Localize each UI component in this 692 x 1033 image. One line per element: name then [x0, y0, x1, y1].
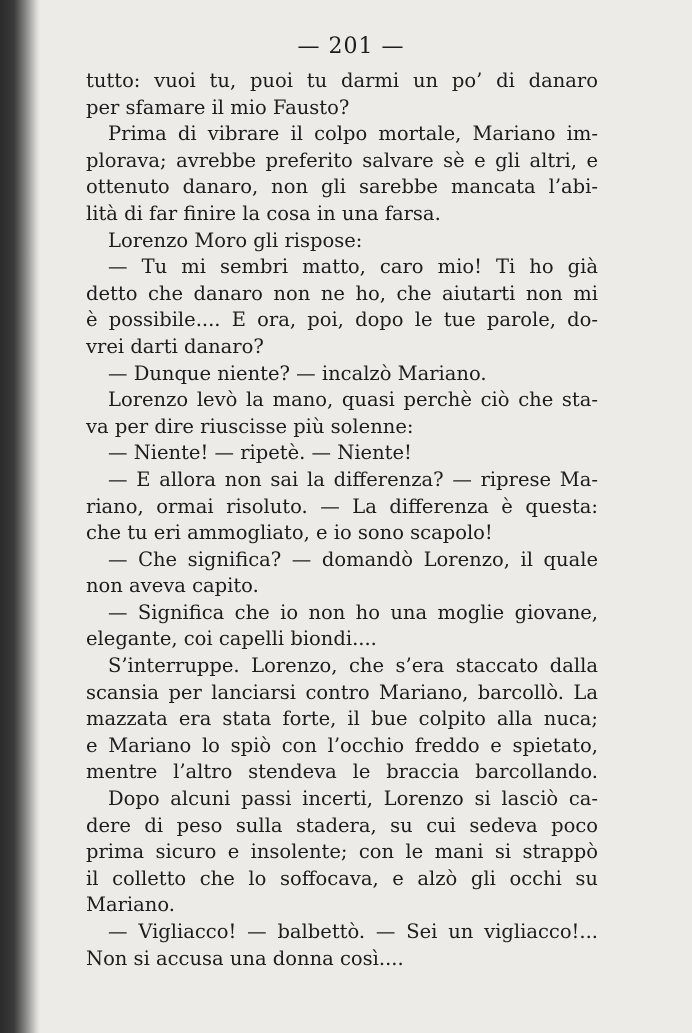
page-number: — 201 — [297, 34, 405, 59]
text-line: — Che significa? — domandò Lorenzo, il quale [108, 547, 598, 571]
text-line: che tu eri ammogliato, e io sono scapolo! [86, 521, 493, 545]
text-line: Dopo alcuni passi incerti, Lorenzo si lasciò ca- [108, 787, 598, 811]
body-text [86, 68, 598, 972]
text-line: detto che danaro non ne ho, che aiutarti non mi [86, 281, 598, 305]
text-line: — E allora non sai la differenza? — riprese Ma- [108, 467, 598, 491]
text-line: vrei darti danaro? [86, 334, 264, 358]
text-line: il colletto che lo soffocava, e alzò gli occhi su [86, 866, 598, 890]
text-line: riano, ormai risoluto. — La differenza è questa: [86, 494, 598, 518]
text-line: prima sicuro e insolente; con le mani si strappò [86, 840, 598, 864]
text-line: Lorenzo Moro gli rispose: [108, 228, 363, 252]
text-line: Lorenzo levò la mano, quasi perchè ciò che sta- [108, 388, 598, 412]
text-line: dere di peso sulla stadera, su cui sedeva poco [86, 813, 598, 837]
text-line: — Tu mi sembri matto, caro mio! Ti ho già [108, 255, 598, 279]
text-line: va per dire riuscisse più solenne: [86, 414, 414, 438]
text-line: per sfamare il mio Fausto? [86, 95, 350, 119]
text-line: tutto: vuoi tu, puoi tu darmi un po’ di danaro [86, 69, 598, 92]
text-line: Non si accusa una donna così.... [86, 946, 404, 970]
text-line: non aveva capito. [86, 574, 259, 598]
text-line: elegante, coi capelli biondi.... [86, 627, 377, 651]
text-line: — Vigliacco! — balbettò. — Sei un vigliacco!... [108, 920, 598, 943]
text-line: mazzata era stata forte, il bue colpito alla nuca; [86, 707, 598, 731]
text-line: Prima di vibrare il colpo mortale, Mariano im- [108, 122, 598, 146]
text-line: scansia per lanciarsi contro Mariano, barcollò. La [86, 680, 598, 704]
text-line: — Dunque niente? — incalzò Mariano. [108, 361, 487, 385]
text-line: è possibile.... E ora, poi, dopo le tue parole, do- [86, 308, 598, 332]
text-line: S’interruppe. Lorenzo, che s’era staccato dalla [108, 654, 598, 678]
text-line: — Niente! — ripetè. — Niente! [108, 441, 412, 465]
text-line: ottenuto danaro, non gli sarebbe mancata l’abi- [86, 175, 598, 199]
text-line: — Significa che io non ho una moglie giovane, [108, 600, 598, 624]
text-line: e Mariano lo spiò con l’occhio freddo e spietato, [86, 733, 598, 757]
text-line: Mariano. [86, 893, 175, 917]
text-line: lità di far finire la cosa in una farsa. [86, 201, 441, 225]
text-line: mentre l’altro stendeva le braccia barcollando. [86, 760, 598, 784]
text-line: plorava; avrebbe preferito salvare sè e gli altri, e [86, 148, 598, 172]
